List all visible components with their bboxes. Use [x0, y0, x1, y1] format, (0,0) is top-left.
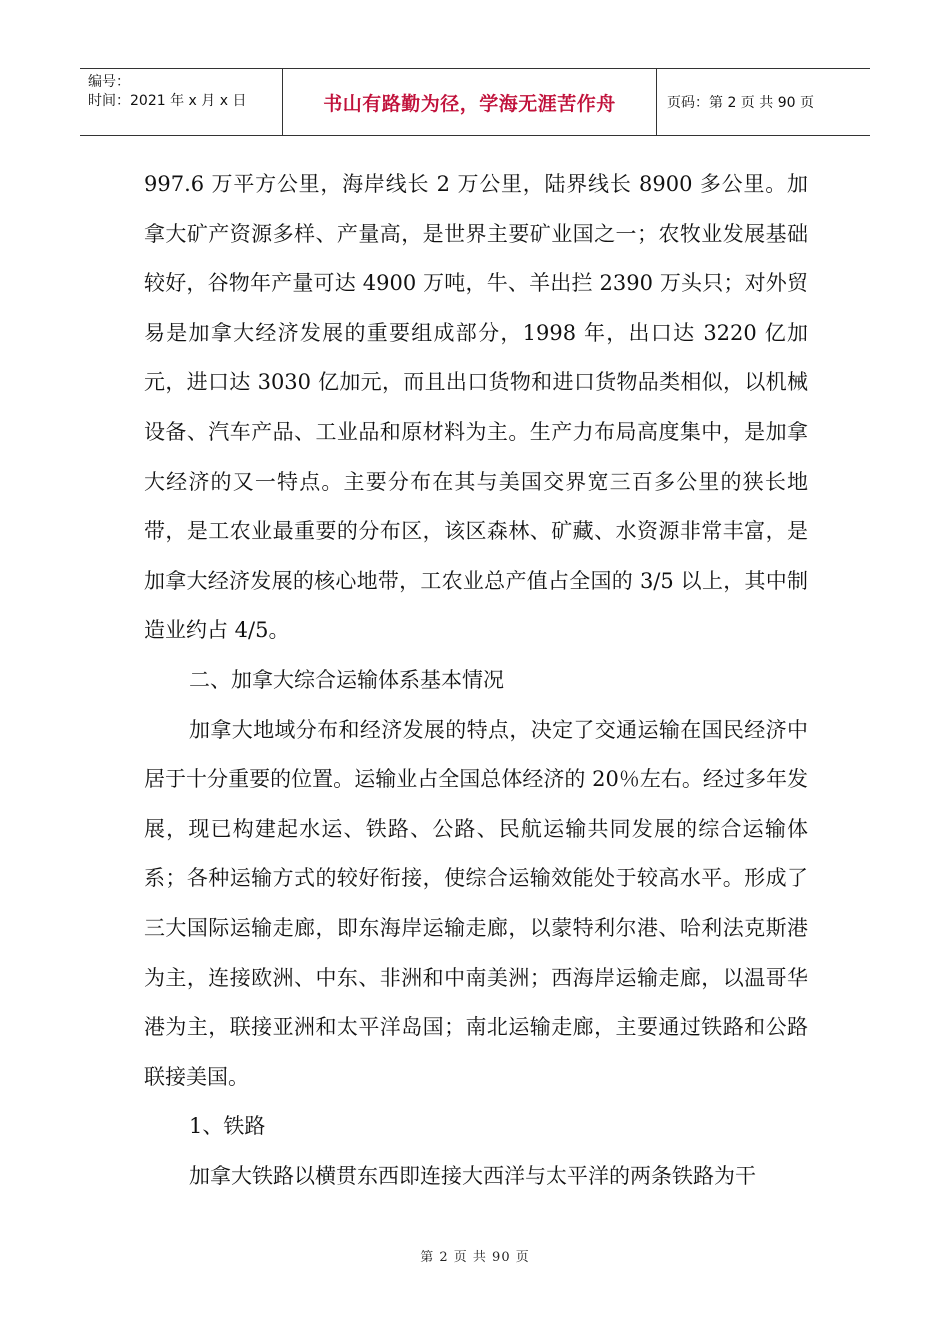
section-heading: 二、加拿大综合运输体系基本情况: [189, 667, 504, 692]
body-paragraph: 加拿大地域分布和经济发展的特点，决定了交通运输在国民经济中居于十分重要的位置。运输业占全国总体经济的 20％左右。经过多年发展，现已构建起水运、铁路、公路、民航运输共同发展的综合运输体系；各种运输方式的较好衔接，使综合运输效能处于较高水平。形成了三大国际运输走廊，即东海岸运输走廊，以蒙特利尔港、哈利法克斯港为主，连接欧洲、中东、非洲和中南美洲；西海岸运输走廊，以温哥华港为主，联接亚洲和太平洋岛国；南北运输走廊，主要通过铁路和公路联接美国。: [144, 717, 808, 1089]
document-date: 时间：2021 年 x 月 x 日: [88, 93, 247, 109]
body-paragraph: 加拿大铁路以横贯东西即连接大西洋与太平洋的两条铁路为干: [189, 1163, 756, 1188]
header-motto: 书山有路勤为径，学海无涯苦作舟: [323, 92, 616, 115]
subsection-heading: 1、铁路: [189, 1114, 266, 1139]
document-header: [80, 68, 870, 136]
header-page-number: 页码：第 2 页 共 90 页: [667, 95, 814, 111]
header-motto-cell: [283, 69, 657, 135]
document-number-label: 编号：: [88, 74, 130, 90]
body-paragraph: 997.6 万平方公里，海岸线长 2 万公里，陆界线长 8900 多公里。加拿大矿产资源多样、产量高，是世界主要矿业国之一；农牧业发展基础较好，谷物年产量可达 4900 万吨，牛、羊出拦 2390 万头只；对外贸易是加拿大经济发展的重要组成部分，1998 年，出口达 3220 亿加元，进口达 3030 亿加元，而且出口货物和进口货物品类相似，以机械设备、汽车产品、工业品和原材料为主。生产力布局高度集中，是加拿大经济的又一特点。主要分布在其与美国交界宽三百多公里的狭长地带，是工农业最重要的分布区，该区森林、矿藏、水资源非常丰富，是加拿大经济发展的核心地带，工农业总产值占全国的 3/5 以上，其中制造业约占 4/5。: [144, 172, 808, 643]
document-body: [144, 160, 808, 1201]
header-meta-cell: [80, 69, 283, 135]
header-page-cell: [657, 69, 870, 135]
page-footer: 第 2 页 共 90 页: [420, 1250, 530, 1265]
